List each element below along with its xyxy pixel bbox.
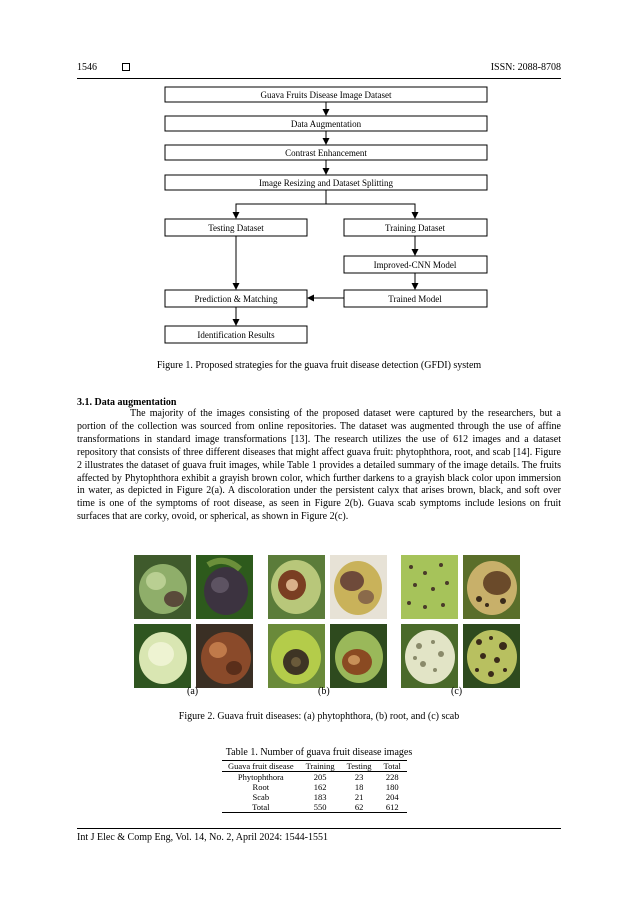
table-row xyxy=(222,802,407,813)
photo-b1 xyxy=(268,555,325,619)
figure2-caption: Figure 2. Guava fruit diseases: (a) phytophthora, (b) root, and (c) scab xyxy=(178,711,460,722)
table-cell: 23 xyxy=(354,772,364,782)
arrow-to-training xyxy=(326,204,415,218)
figure2-label-a: (a) xyxy=(187,686,199,697)
table-cell: 180 xyxy=(385,782,399,792)
table1-header: Training xyxy=(305,761,335,771)
photo-b3 xyxy=(268,624,325,688)
label-contrast: Contrast Enhancement xyxy=(285,148,367,158)
photo-a2 xyxy=(196,555,253,619)
table1-header: Total xyxy=(383,761,401,771)
photo-b4 xyxy=(330,624,387,688)
label-trained: Trained Model xyxy=(388,294,442,304)
figure1-caption: Figure 1. Proposed strategies for the guava fruit disease detection (GFDI) system xyxy=(156,360,482,371)
table-row xyxy=(222,772,407,783)
table-cell: 204 xyxy=(385,792,399,802)
section-title: 3.1. Data augmentation xyxy=(77,397,177,408)
table-cell: 18 xyxy=(354,782,364,792)
table1-header-row xyxy=(222,761,407,772)
photo-a3 xyxy=(134,624,191,688)
table-cell: 228 xyxy=(385,772,399,782)
figure1-flowchart xyxy=(0,0,638,350)
photo-a4 xyxy=(196,624,253,688)
footer-rule xyxy=(77,828,561,829)
table-cell: 21 xyxy=(354,792,364,802)
table-cell: Root xyxy=(252,782,270,792)
table-cell: Scab xyxy=(252,792,270,802)
arrow-to-testing xyxy=(236,190,326,218)
photo-a1 xyxy=(134,555,191,619)
table-cell: 205 xyxy=(313,772,327,782)
photo-c1 xyxy=(401,555,458,619)
table-cell: Phytophthora xyxy=(237,772,284,782)
label-resizing: Image Resizing and Dataset Splitting xyxy=(259,178,393,188)
label-augmentation: Data Augmentation xyxy=(290,119,362,129)
table-cell: 62 xyxy=(354,802,364,812)
label-training: Training Dataset xyxy=(385,223,445,233)
label-results: Identification Results xyxy=(197,330,275,340)
table1-caption: Table 1. Number of guava fruit disease images xyxy=(225,747,413,758)
label-testing: Testing Dataset xyxy=(208,223,264,233)
table-row xyxy=(222,782,407,792)
photo-b2 xyxy=(330,555,387,619)
table-cell: 612 xyxy=(385,802,399,812)
issn: ISSN: 2088-8708 xyxy=(490,62,561,73)
table-cell: 162 xyxy=(313,782,327,792)
label-dataset: Guava Fruits Disease Image Dataset xyxy=(260,90,392,100)
table-cell: 550 xyxy=(313,802,327,812)
figure2-label-c: (c) xyxy=(451,686,463,697)
table1-header: Guava fruit disease xyxy=(228,761,294,771)
photo-c2 xyxy=(463,555,520,619)
section-paragraph: The majority of the images consisting of the proposed dataset were captured by the researchers, but a portion of the collection was sourced from online repositories. The dataset was augmented through the use of affine transformations in standard image transformations [13]. The research utilizes the use of 612 images and a dataset repository that consists of three different diseases that might affect guava fruit: phytophthora, root, and scab [14]. Figure 2 illustrates the dataset of guava fruit images, while Table 1 provides a detailed summary of the image details. The fruits affected by Phytophthora exhibit a grayish brown color, which further darkens to a grayish black color upon immersion in water, as depicted in Figure 2(a). A discoloration under the persistent calyx that arises brown, black, and soft over time is one of the symptoms of root disease, as seen in Figure 2(b). Guava scab symptoms include lesions on fruit surfaces that are corky, ovoid, or spherical, as shown in Figure 2(c). xyxy=(77,408,561,523)
photo-c4 xyxy=(463,624,520,688)
table1 xyxy=(222,760,407,813)
figure2-label-b: (b) xyxy=(318,686,330,697)
footer-citation: Int J Elec & Comp Eng, Vol. 14, No. 2, April 2024: 1544-1551 xyxy=(77,832,329,843)
label-cnn: Improved-CNN Model xyxy=(373,260,457,270)
table1-header: Testing xyxy=(346,761,372,771)
table-cell: 183 xyxy=(313,792,327,802)
table-cell: Total xyxy=(252,802,270,812)
label-prediction: Prediction & Matching xyxy=(194,294,278,304)
table-row xyxy=(222,792,407,802)
page-number: 1546 xyxy=(77,62,97,73)
photo-c3 xyxy=(401,624,458,688)
